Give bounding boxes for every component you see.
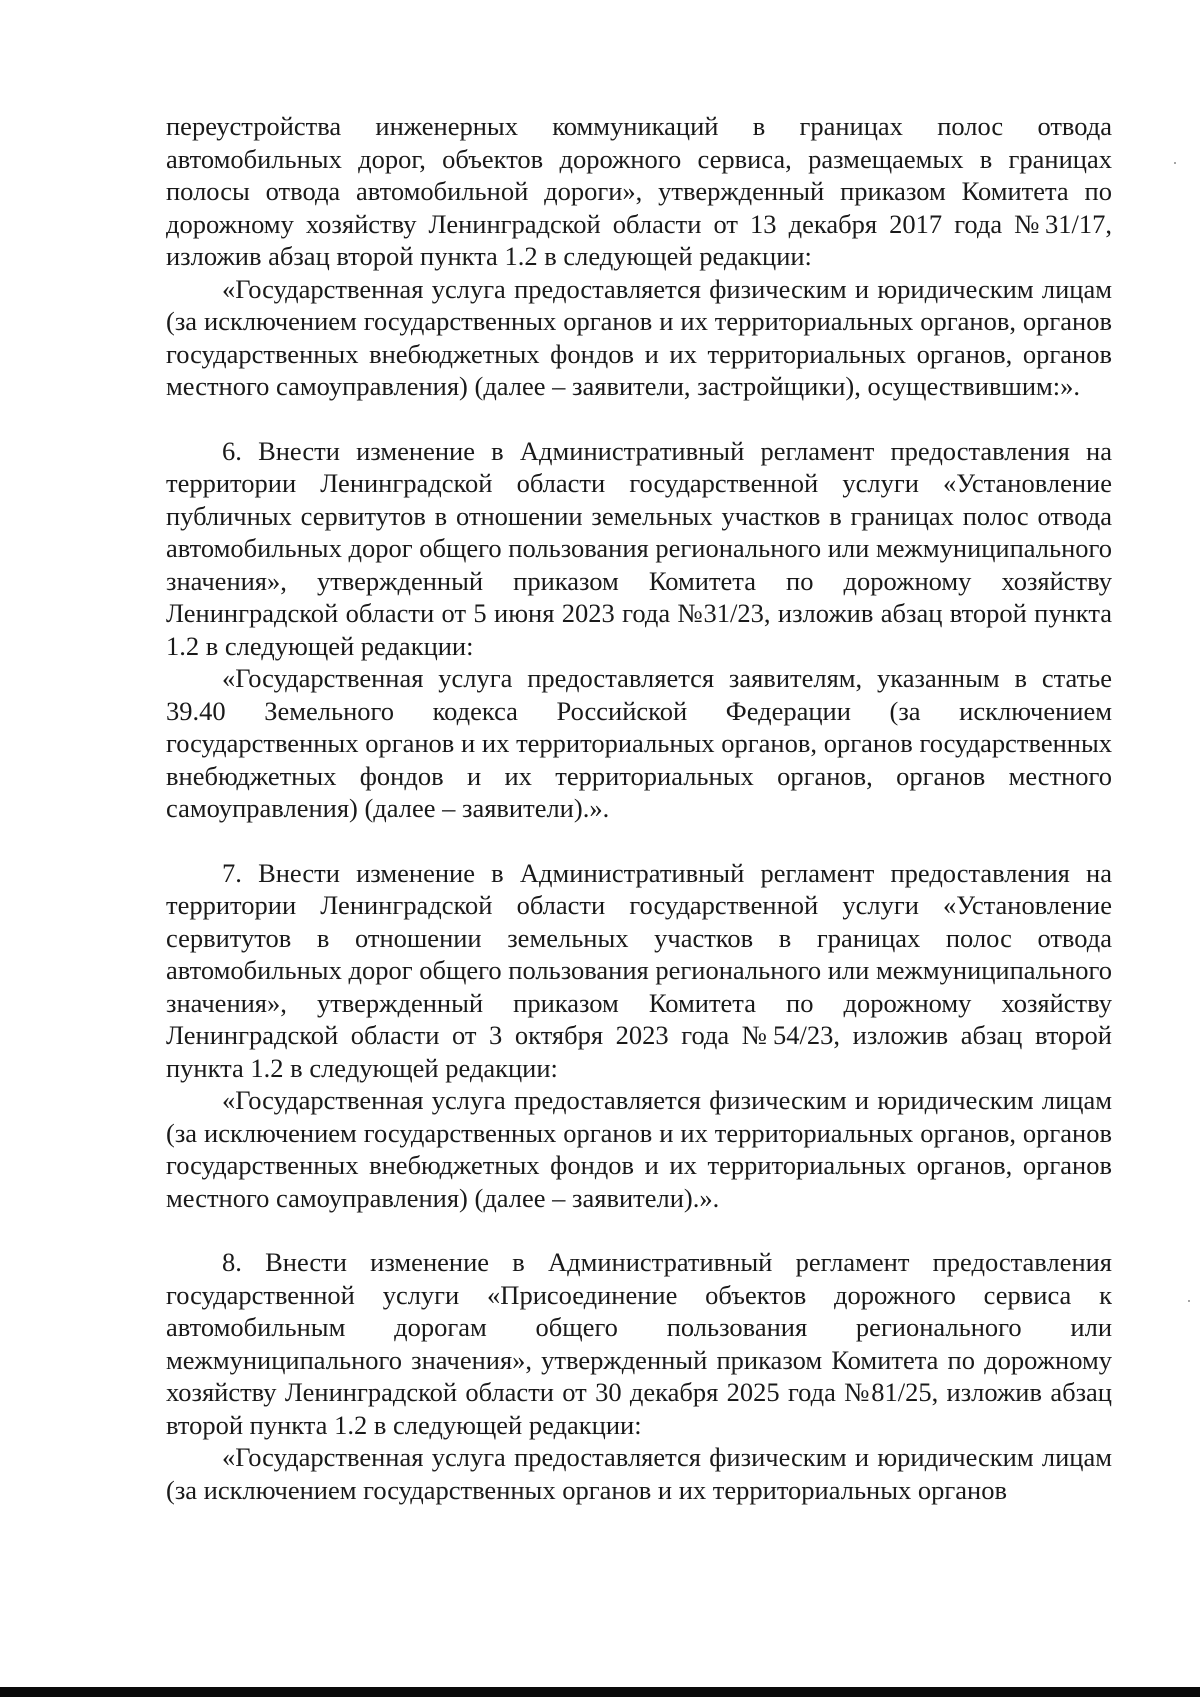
paragraph-quote-6: «Государственная услуга предоставляется заявителям, указанным в статье 39.40 Земельного кодекса Российской Федерации (за исключением государственных органов и их территориальных органов, органов государственных внебюджетных фондов и их территориальных органов, органов местного самоуправления) (далее – заявители).».	[166, 663, 1112, 823]
paragraph-quote-7: «Государственная услуга предоставляется физическим и юридическим лицам (за исключением государственных органов и их территориальных органов, органов государственных внебюджетных фондов и их территориальных органов, органов местного самоуправления) (далее – заявители).».	[166, 1085, 1112, 1213]
document-body	[166, 110, 1112, 1506]
paragraph-continuation: переустройства инженерных коммуникаций в границах полос отвода автомобильных дорог, объектов дорожного сервиса, размещаемых в границах полосы отвода автомобильной дороги», утвержденный приказом Комитета по дорожному хозяйству Ленинградской области от 13 декабря 2017 года №31/17, изложив абзац второй пункта 1.2 в следующей редакции:	[166, 111, 1112, 271]
paragraph-quote-8: «Государственная услуга предоставляется физическим и юридическим лицам (за исключением государственных органов и их территориальных органов	[166, 1442, 1112, 1505]
scan-edge-bar	[0, 1687, 1200, 1697]
paragraph-item-6: 6. Внести изменение в Административный регламент предоставления на территории Ленинградской области государственной услуги «Установление публичных сервитутов в отношении земельных участков в границах полос отвода автомобильных дорог общего пользования регионального или межмуниципального значения», утвержденный приказом Комитета по дорожному хозяйству Ленинградской области от 5 июня 2023 года №31/23, изложив абзац второй пункта 1.2 в следующей редакции:	[166, 435, 1112, 661]
paragraph-item-7: 7. Внести изменение в Административный регламент предоставления на территории Ленинградской области государственной услуги «Установление сервитутов в отношении земельных участков в границах полос отвода автомобильных дорог общего пользования регионального или межмуниципального значения», утвержденный приказом Комитета по дорожному хозяйству Ленинградской области от 3 октября 2023 года №54/23, изложив абзац второй пункта 1.2 в следующей редакции:	[166, 857, 1112, 1083]
scan-speck	[1188, 1300, 1190, 1302]
paragraph-item-8: 8. Внести изменение в Административный регламент предоставления государственной услуги «Присоединение объектов дорожного сервиса к автомобильным дорогам общего пользования регионального или межмуниципального значения», утвержденный приказом Комитета по дорожному хозяйству Ленинградской области от 30 декабря 2025 года №81/25, изложив абзац второй пункта 1.2 в следующей редакции:	[166, 1247, 1112, 1440]
scan-speck	[1174, 162, 1176, 164]
paragraph-quote-5: «Государственная услуга предоставляется физическим и юридическим лицам (за исключением государственных органов и их территориальных органов, органов государственных внебюджетных фондов и их территориальных органов, органов местного самоуправления) (далее – заявители, застройщики), осуществившим:».	[166, 273, 1112, 401]
